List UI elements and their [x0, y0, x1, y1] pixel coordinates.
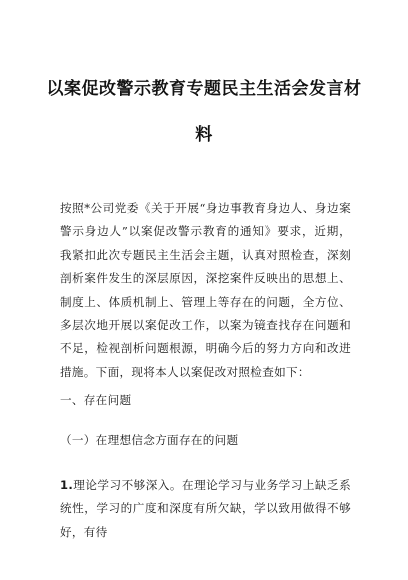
item-number: 1. [60, 478, 74, 492]
document-title-line-2: 料 [195, 125, 213, 145]
intro-paragraph: 按照*公司党委《关于开展“身边事教育身边人、身边案警示身边人”以案促改警示教育的通知》要求，近期，我紧扣此次专题民主生活会主题，认真对照检查，深刻剖析案件发生的深层原因，深挖案件反映出的思想上、制度上、体质机制上、管理上等存在的问题，全方位、多层次地开展以案促改工作，以案为镜查找存在问题和不足，检视剖析问题根源，明确今后的努力方向和改进措施。下面，现将本人以案促改对照检查如下： [60, 201, 351, 379]
list-item [60, 474, 351, 544]
item-text: 理论学习不够深入。在理论学习与业务学习上缺乏系统性，学习的广度和深度有所欠缺，学以致用做得不够好，有待 [60, 478, 351, 539]
document-title-line-1: 以案促改警示教育专题民主生活会发言材 [46, 79, 362, 99]
section-heading-problems: 一、存在问题 [60, 393, 132, 407]
subsection-heading-ideals: （一）在理想信念方面存在的问题 [60, 433, 239, 447]
